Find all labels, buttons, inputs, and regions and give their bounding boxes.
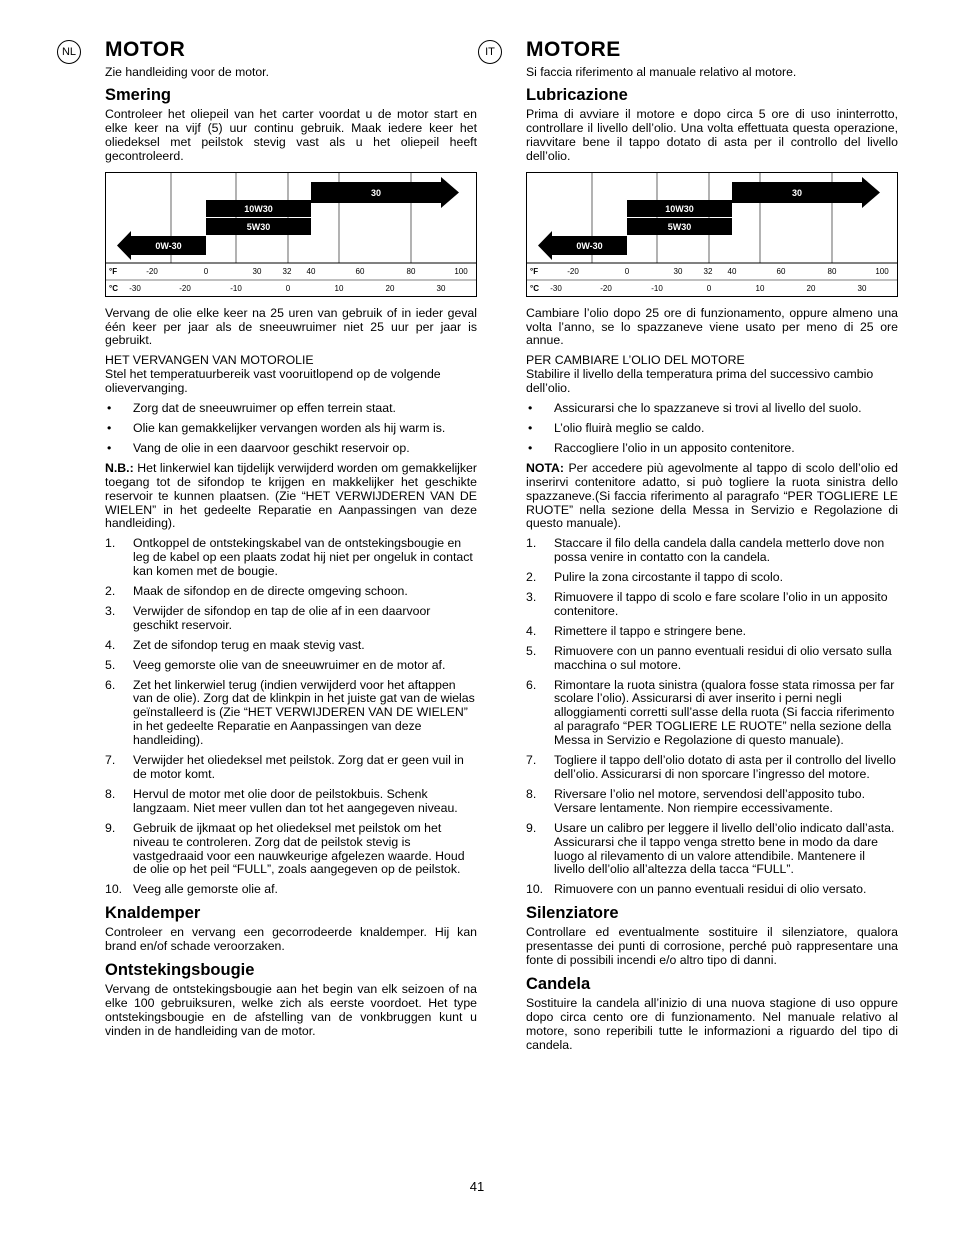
language-badge-it: IT	[478, 40, 502, 64]
step-text: Riversare l’olio nel motore, servendosi dell’apposito tubo. Versare lentamente. Non riempire eccessivamente.	[554, 786, 866, 815]
step-number: 5.	[526, 643, 537, 658]
step-item	[526, 788, 898, 816]
step-item	[105, 679, 477, 749]
celsius-unit: °C	[530, 283, 539, 293]
lubrication-paragraph-1: Prima di avviare il motore e dopo circa 5 ore di uso ininterrotto, controllare il livello dell’olio. Una volta effettuata questa operazione, riavvitare bene il tappo dotato di asta per il controllo del livello dell’olio.	[526, 107, 898, 163]
step-text: Verwijder het oliedeksel met peilstok. Zorg dat er geen vuil in de motor komt.	[133, 753, 464, 781]
lubrication-paragraph-1: Controleer het oliepeil van het carter voordat u de motor start en elke keer na vijf (5) uur continu gebruik. Maak iedere keer het oliedeksel met peilstok stevig vast als u het oliepeil heeft gecontroleerd.	[105, 107, 477, 163]
tick-label-c: -20	[179, 283, 191, 293]
step-item	[526, 754, 898, 782]
step-item	[526, 591, 898, 619]
step-number: 9.	[526, 820, 537, 835]
step-number: 5.	[105, 657, 116, 672]
step-item	[105, 659, 477, 673]
bullet-item: • Vang de olie in een daarvoor geschikt reservoir op.	[105, 442, 477, 456]
intro-text: Si faccia riferimento al manuale relativo al motore.	[526, 65, 797, 79]
step-number: 2.	[526, 570, 537, 585]
tick-label-f: -20	[146, 266, 158, 276]
tick-label-f: 80	[406, 266, 416, 276]
fahrenheit-unit: °F	[530, 266, 539, 276]
oil-change-caps: PER CAMBIARE L’OLIO DEL MOTORE	[526, 353, 745, 368]
tick-label-f: 40	[727, 266, 737, 276]
muffler-paragraph: Controleer en vervang een gecorrodeerde knaldemper. Hij kan brand en/of schade veroorzaken.	[105, 925, 477, 954]
step-number: 9.	[105, 820, 116, 835]
oil-change-text: Stabilire il livello della temperatura prima del successivo cambio dell’olio.	[526, 367, 874, 396]
section-title-motor: MOTOR	[105, 38, 186, 61]
note-text: Het linkerwiel kan tijdelijk verwijderd worden om gemakkelijker toegang tot de sifondop te krijgen en makkelijker het geschikte reservoir te kunnen plaatsen. (Zie “HET VERWIJDEREN VAN DE WIELEN” in het gedeelte Reparatie en Aanpassingen van deze handleiding).	[105, 460, 477, 531]
tick-label-f: 60	[776, 266, 786, 276]
tick-label-c: -20	[600, 283, 612, 293]
column-it	[485, 36, 898, 1059]
tick-label-c: 30	[857, 283, 867, 293]
heading-spark-plug: Ontstekingsbougie	[105, 961, 255, 980]
tick-label-c: 20	[806, 283, 816, 293]
step-text: Usare un calibro per leggere il livello dell’olio indicato dall’asta. Assicurarsi che il tappo venga stretto bene in modo da dare luogo al rilevamento di un valore attendibile. Mantenere il livello dell’olio all’altezza della tacca “FULL”.	[554, 820, 895, 877]
step-item	[526, 679, 898, 749]
spark-plug-paragraph: Sostituire la candela all’inizio di una nuova stagione di uso oppure dopo circa cento ore di funzionamento. Nel manuale relativo al motore, sono reperibili tutte le informazioni a riguardo del tipo di candela.	[526, 995, 898, 1052]
step-number: 6.	[105, 677, 116, 692]
step-text: Togliere il tappo dell’olio dotato di asta per il controllo del livello dell’olio. Assicurarsi di non sporcare l’ingresso del motore.	[554, 753, 896, 781]
step-text: Rimuovere il tappo di scolo e fare scolare l’olio in un apposito contenitore.	[554, 590, 888, 618]
tick-label-f: 32	[282, 266, 292, 276]
spark-plug-paragraph: Vervang de ontstekingsbougie aan het begin van elk seizoen of na elke 100 gebruiksuren, welke zich als eerste voordoet. Het type ontstekingsbougie en de afstelling van de vonkbruggen kunt u vinden in de handleiding van de motor.	[105, 982, 477, 1038]
lubrication-paragraph-2: Vervang de olie elke keer na 25 uren van gebruik of in ieder geval één keer per jaar als de sneeuwruimer niet 25 uur per jaar is gebruikt.	[105, 305, 477, 348]
tick-label-f: 60	[355, 266, 365, 276]
step-text: Rimettere il tappo e stringere bene.	[554, 623, 747, 638]
step-text: Hervul de motor met olie door de peilstokbuis. Schenk langzaam. Niet meer vullen dan tot het aangegeven niveau.	[133, 786, 458, 815]
tick-label-f: 0	[203, 266, 209, 276]
note-paragraph	[105, 462, 477, 532]
column-nl	[61, 36, 477, 1045]
note-label: N.B.:	[105, 460, 134, 475]
step-item	[526, 822, 898, 878]
step-text: Maak de sifondop en de directe omgeving schoon.	[133, 584, 408, 599]
step-text: Gebruik de ijkmaat op het oliedeksel met peilstok om het niveau te controleren. Zorg dat de peilstok stevig is vastgedraaid voor een nauwkeurige afgelezen waarde. Houd de olie op het peil “FULL”, zoals aangegeven op de peilstok.	[133, 820, 465, 877]
step-item	[105, 754, 477, 782]
step-number: 8.	[526, 786, 537, 801]
tick-label-c: 0	[706, 283, 712, 293]
tick-label-f: 80	[827, 266, 837, 276]
tick-label-c: -30	[129, 283, 141, 293]
step-number: 2.	[105, 584, 116, 599]
step-text: Veeg alle gemorste olie af.	[133, 882, 278, 897]
step-item	[105, 639, 477, 653]
tick-label-c: -10	[651, 283, 663, 293]
tick-label-f: 100	[875, 266, 889, 276]
oil-temperature-chart	[105, 172, 477, 297]
step-number: 7.	[526, 753, 537, 768]
step-text: Pulire la zona circostante il tappo di scolo.	[554, 570, 783, 585]
step-item	[526, 625, 898, 639]
step-text: Rimuovere con un panno eventuali residui di olio versato.	[554, 882, 867, 897]
oil-change-caption	[526, 354, 898, 396]
oil-bar-label: 30	[791, 187, 803, 198]
step-number: 8.	[105, 786, 116, 801]
oil-bar-label: 5W30	[246, 221, 271, 232]
step-text: Ontkoppel de ontstekingskabel van de ontstekingsbougie en leg de kabel op een plaats zodat hij niet per ongeluk in contact kan komen met de bougie.	[133, 536, 473, 579]
step-number: 1.	[105, 536, 116, 551]
step-number: 10.	[526, 882, 544, 897]
heading-spark-plug: Candela	[526, 974, 591, 993]
step-item	[526, 571, 898, 585]
step-item	[105, 585, 477, 599]
tick-label-c: 20	[385, 283, 395, 293]
oil-bar-label: 5W30	[667, 221, 692, 232]
step-item	[526, 645, 898, 673]
oil-temperature-chart	[526, 172, 898, 297]
bullet-item: • L’olio fluirà meglio se caldo.	[526, 422, 898, 436]
intro-text: Zie handleiding voor de motor.	[105, 65, 269, 79]
muffler-paragraph: Controllare ed eventualmente sostituire il silenziatore, qualora presentasse dei punti di corrosione, perché può rappresentare una fonte di possibili incendi e/o altro tipo di danni.	[526, 925, 898, 968]
oil-change-text: Stel het temperatuurbereik vast vooruitlopend op de volgende olievervanging.	[105, 367, 441, 396]
bullet-item: • Raccogliere l’olio in un apposito contenitore.	[526, 442, 898, 456]
step-item	[105, 822, 477, 878]
steps-list	[105, 537, 477, 897]
step-number: 4.	[526, 623, 537, 638]
tick-label-c: 0	[285, 283, 291, 293]
step-number: 6.	[526, 677, 537, 692]
page-number: 41	[469, 1179, 485, 1194]
language-badge-nl: NL	[57, 40, 81, 64]
tick-label-f: -20	[567, 266, 579, 276]
tick-label-c: 10	[334, 283, 344, 293]
tick-label-f: 40	[306, 266, 316, 276]
tick-label-c: 10	[755, 283, 765, 293]
heading-lubrication: Smering	[105, 86, 172, 104]
note-paragraph	[526, 462, 898, 532]
note-label: NOTA:	[526, 460, 565, 475]
step-item	[105, 788, 477, 816]
step-number: 3.	[105, 603, 116, 618]
bullet-list	[526, 402, 898, 456]
oil-bar-label: 0W-30	[576, 240, 603, 251]
tick-label-f: 30	[252, 266, 262, 276]
tick-label-c: 30	[436, 283, 446, 293]
step-text: Verwijder de sifondop en tap de olie af in een daarvoor geschikt reservoir.	[133, 603, 431, 632]
oil-change-caption	[105, 354, 477, 396]
steps-list	[526, 537, 898, 897]
step-number: 7.	[105, 753, 116, 768]
step-item	[526, 537, 898, 565]
step-text: Veeg gemorste olie van de sneeuwruimer en de motor af.	[133, 657, 446, 672]
step-number: 10.	[105, 882, 123, 897]
bullet-item: • Zorg dat de sneeuwruimer op effen terrein staat.	[105, 402, 477, 416]
bullet-item: • Assicurarsi che lo spazzaneve si trovi al livello del suolo.	[526, 402, 898, 416]
tick-label-f: 30	[673, 266, 683, 276]
step-number: 1.	[526, 536, 537, 551]
tick-label-f: 100	[454, 266, 468, 276]
section-title-motore: MOTORE	[526, 38, 621, 61]
heading-muffler: Silenziatore	[526, 904, 619, 923]
oil-bar-label: 0W-30	[155, 240, 182, 251]
fahrenheit-unit: °F	[109, 266, 118, 276]
step-item	[105, 883, 477, 897]
step-text: Zet de sifondop terug en maak stevig vast.	[133, 637, 365, 652]
bullet-list	[105, 402, 477, 456]
bullet-item: • Olie kan gemakkelijker vervangen worden als hij warm is.	[105, 422, 477, 436]
lubrication-paragraph-2: Cambiare l’olio dopo 25 ore di funzionamento, oppure almeno una volta l’anno, se lo spazzaneve viene usato per meno di 25 ore annue.	[526, 305, 898, 348]
tick-label-c: -10	[230, 283, 242, 293]
oil-change-caps: HET VERVANGEN VAN MOTOROLIE	[105, 353, 314, 368]
tick-label-c: -30	[550, 283, 562, 293]
celsius-unit: °C	[109, 283, 118, 293]
oil-bar-label: 30	[370, 187, 382, 198]
step-number: 4.	[105, 637, 116, 652]
oil-bar-label: 10W30	[665, 203, 694, 214]
step-text: Rimontare la ruota sinistra (qualora fosse stata rimossa per far scolare l’olio). Assicurarsi di aver inserito i perni negli alloggiamenti corretti sull’asse della ruota (Si faccia riferimento al paragrafo “PER TOGLIERE LE RUOTE” nella sezione della Messa in Servizio e Regolazione di questo manuale).	[554, 677, 895, 748]
step-text: Rimuovere con un panno eventuali residui di olio versato sulla macchina o sul motore.	[554, 643, 892, 672]
step-text: Zet het linkerwiel terug (indien verwijderd voor het aftappen van de olie). Zorg dat de klinkpin in het juiste gat van de wielas geïnstalleerd is (Zie “HET VERWIJDEREN VAN DE WIELEN” in het gedeelte Reparatie en Aanpassingen van deze handleiding).	[133, 677, 475, 748]
step-item	[105, 537, 477, 579]
step-number: 3.	[526, 590, 537, 605]
step-item	[526, 883, 898, 897]
note-text: Per accedere più agevolmente al tappo di scolo dell’olio ed inserirvi contenitore adatto, si può togliere la ruota sinistra dello spazzaneve.(Si faccia riferimento al paragrafo “PER TOGLIERE LE RUOTE” nella sezione della Messa in Servizio e Regolazione di questo manuale).	[526, 460, 898, 531]
oil-bar-label: 10W30	[244, 203, 273, 214]
heading-muffler: Knaldemper	[105, 904, 201, 923]
step-text: Staccare il filo della candela dalla candela metterlo dove non possa venire in contatto con la candela.	[554, 536, 885, 565]
step-item	[105, 605, 477, 633]
heading-lubrication: Lubricazione	[526, 86, 628, 104]
tick-label-f: 32	[703, 266, 713, 276]
tick-label-f: 0	[624, 266, 630, 276]
